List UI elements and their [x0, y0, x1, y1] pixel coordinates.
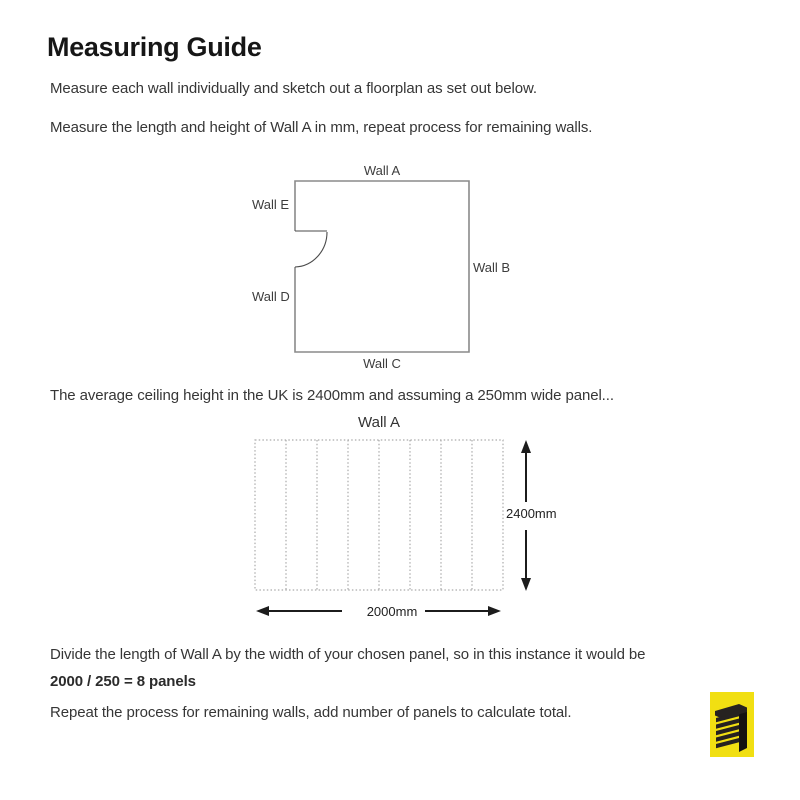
- door-swing-arc: [295, 232, 327, 267]
- floorplan-label-wall-e: Wall E: [252, 197, 290, 212]
- stacked-panels-building-icon: [710, 692, 754, 757]
- repeat-instruction: Repeat the process for remaining walls, add number of panels to calculate total.: [50, 704, 572, 721]
- brand-logo: [710, 692, 754, 757]
- floorplan-diagram: [240, 158, 530, 380]
- floorplan-label-wall-c: Wall C: [363, 356, 401, 371]
- floorplan-label-wall-d: Wall D: [252, 289, 290, 304]
- page-title: Measuring Guide: [47, 32, 262, 62]
- formula-text: 2000 / 250 = 8 panels: [50, 673, 196, 690]
- intro-line-2: Measure the length and height of Wall A in mm, repeat process for remaining walls.: [50, 119, 593, 136]
- panel-divider-lines: [286, 440, 472, 590]
- height-dimension-label: 2400mm: [506, 506, 557, 521]
- panel-diagram-title: Wall A: [358, 414, 400, 431]
- divide-instruction: Divide the length of Wall A by the width of your chosen panel, so in this instance it would be: [50, 646, 646, 663]
- panel-diagram: [240, 412, 570, 627]
- ceiling-note: The average ceiling height in the UK is 2400mm and assuming a 250mm wide panel...: [50, 387, 614, 404]
- width-dimension-label: 2000mm: [366, 604, 418, 619]
- floorplan-label-wall-a: Wall A: [363, 163, 401, 178]
- floorplan-label-wall-b: Wall B: [473, 260, 511, 275]
- intro-line-1: Measure each wall individually and sketch out a floorplan as set out below.: [50, 80, 537, 97]
- room-outline: [295, 181, 469, 352]
